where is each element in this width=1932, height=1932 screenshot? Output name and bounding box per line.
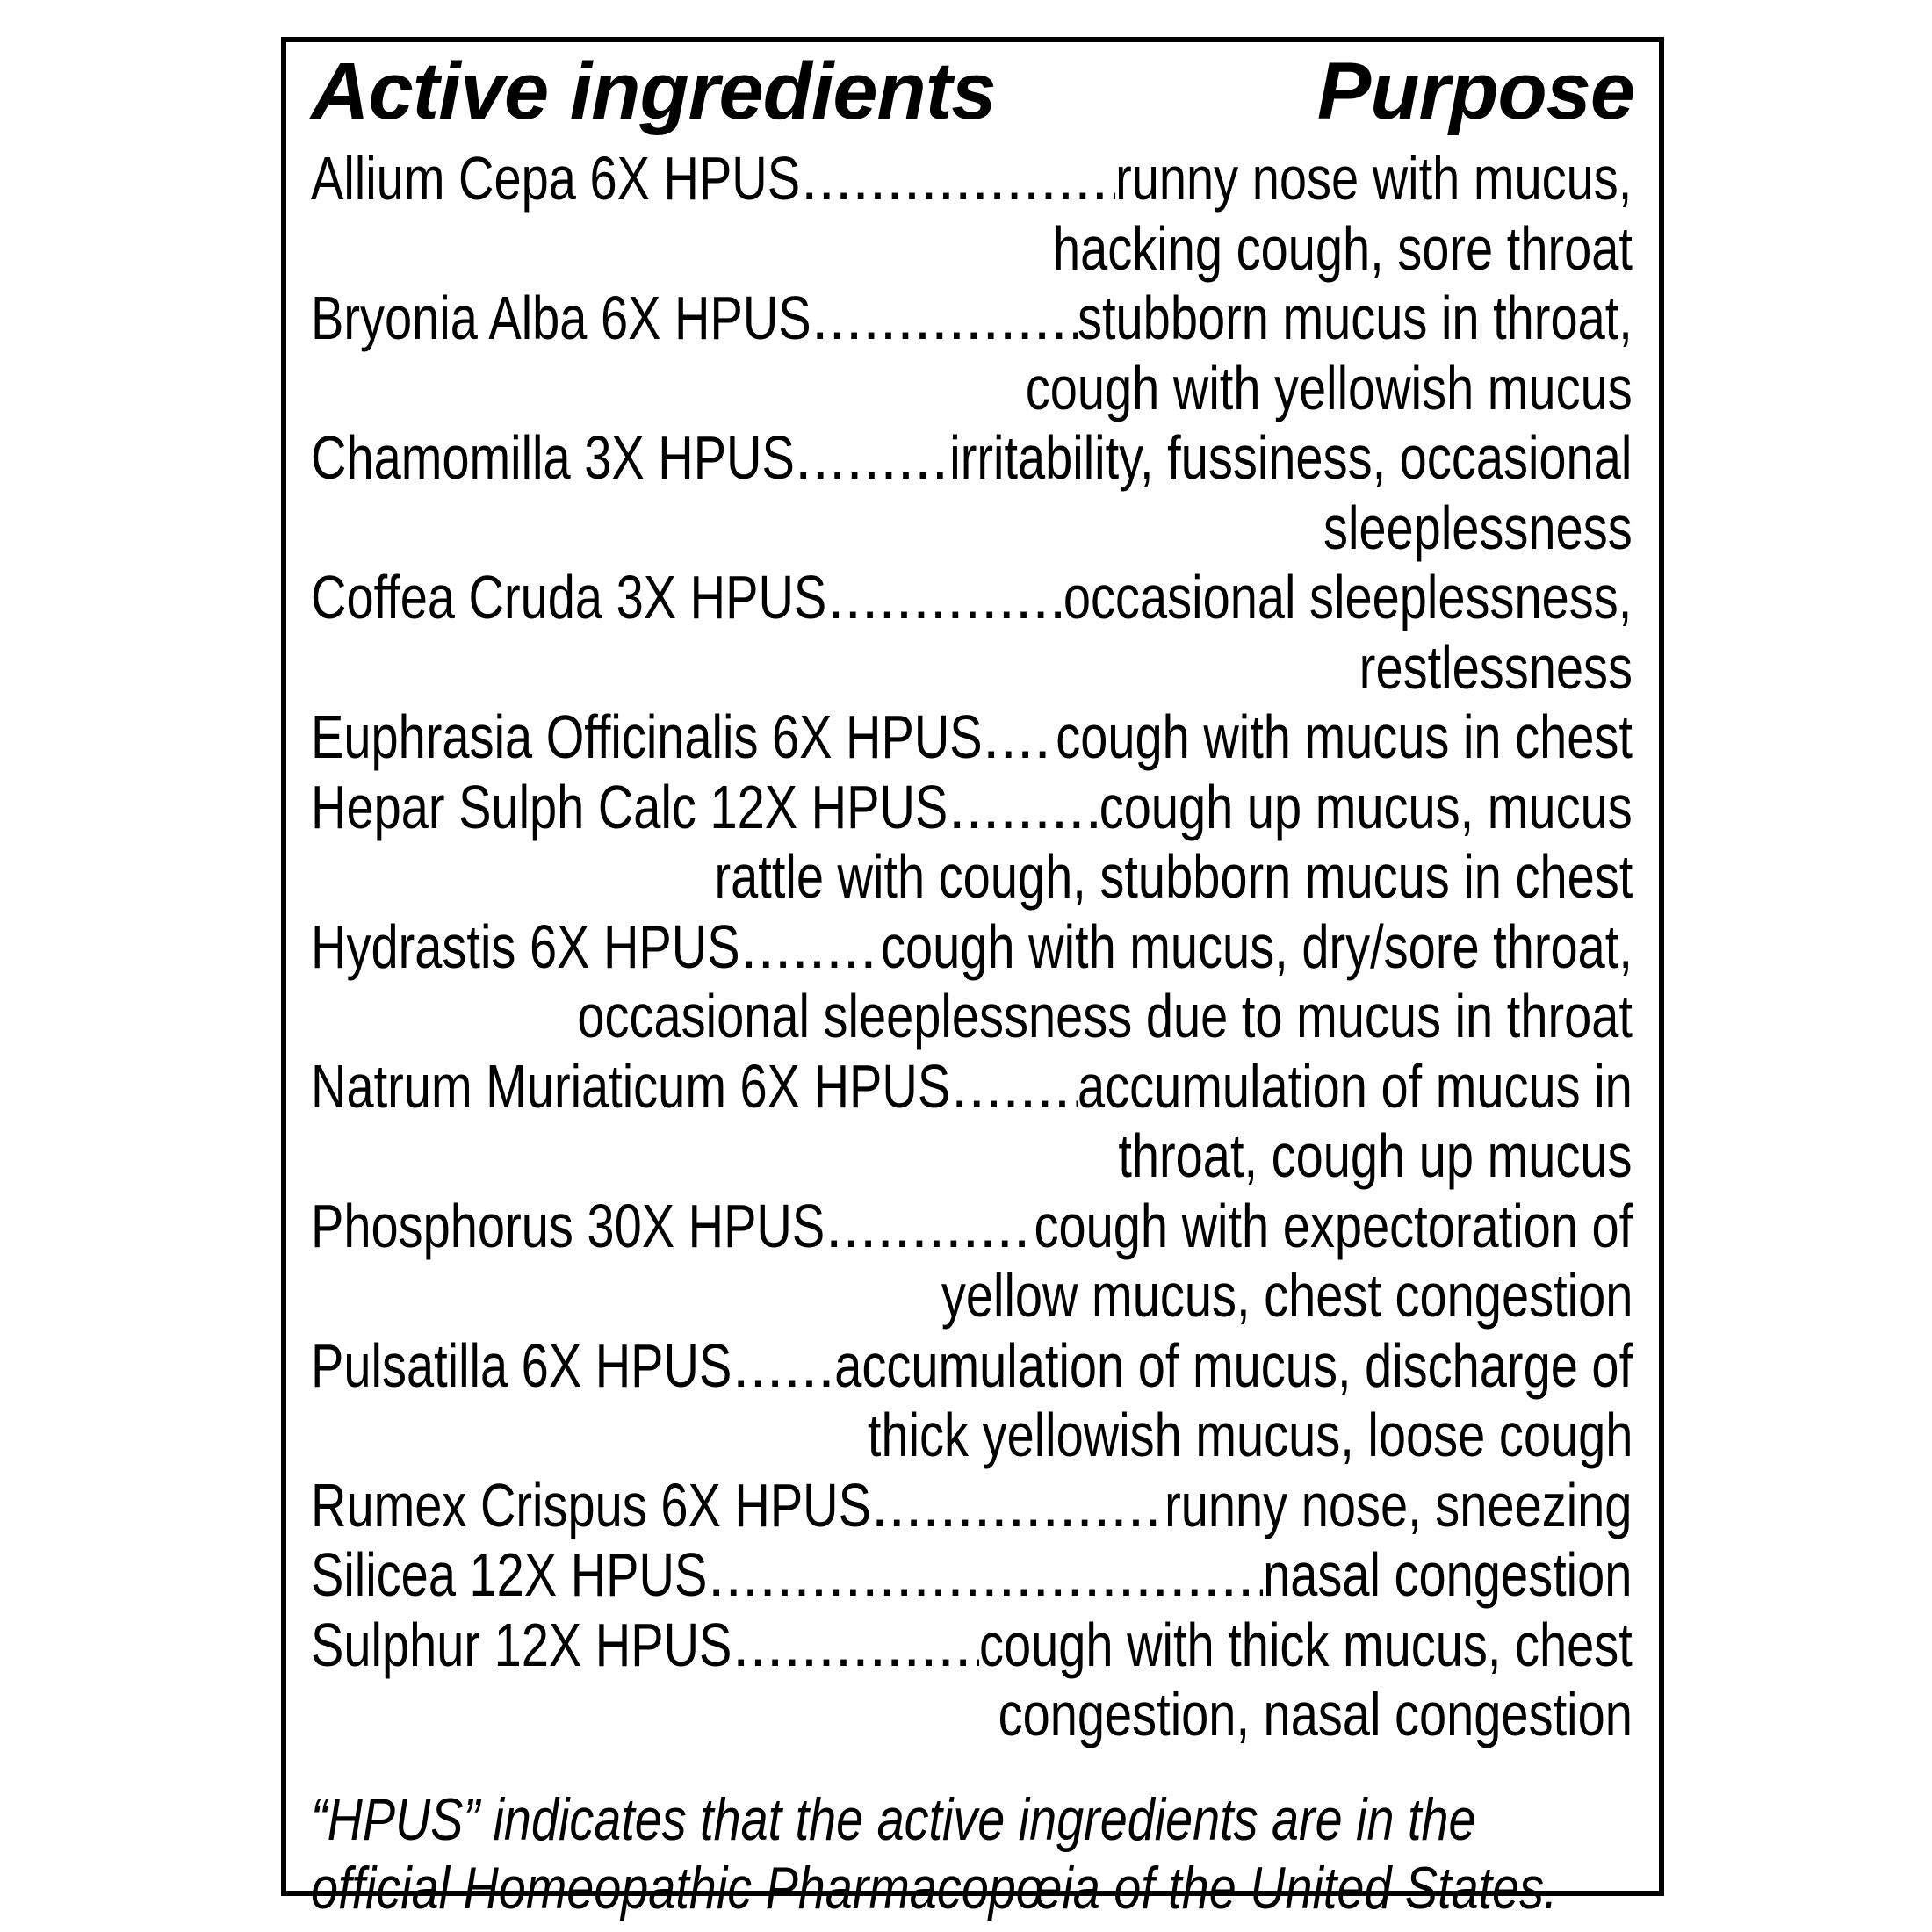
purpose-text [949, 423, 1633, 494]
purpose-text [1115, 144, 1633, 214]
leader-dots [740, 912, 881, 983]
ingredient-text: Natrum Muriaticum 6X HPUS [311, 1051, 951, 1121]
leader-dots [811, 284, 1078, 354]
purpose-text [1078, 1052, 1633, 1122]
ingredient-text: Hepar Sulph Calc 12X HPUS [311, 772, 948, 841]
purpose-line: throat, cough up mucus [1118, 1121, 1633, 1190]
purpose-line: runny nose, sneezing [1164, 1470, 1633, 1539]
purpose-line: restlessness [1359, 632, 1633, 702]
purpose-line: occasional sleeplessness due to mucus in throat [577, 982, 1633, 1050]
leader-dots [827, 563, 1063, 633]
drug-facts-panel [281, 37, 1664, 1921]
ingredient-row [311, 144, 1633, 214]
header-active-ingredients: Active ingredients [311, 47, 996, 136]
header-purpose: Purpose [1316, 47, 1634, 136]
ingredient-name [311, 703, 983, 773]
purpose-continuation-row [311, 214, 1633, 285]
purpose-line: accumulation of mucus in [1077, 1051, 1633, 1121]
footnote-line-1: “HPUS” indicates that the active ingredients are in the [311, 1786, 1476, 1853]
purpose-line: yellow mucus, chest congestion [941, 1261, 1633, 1330]
purpose-line: hacking cough, sore throat [1053, 213, 1633, 283]
footnote-line-2: official Homeopathic Pharmacopœia of the United States. [311, 1855, 1558, 1921]
purpose-continuation-row [311, 982, 1633, 1052]
leader-dots [825, 1192, 1034, 1262]
ingredient-row [311, 1471, 1633, 1541]
ingredient-text: Bryonia Alba 6X HPUS [311, 284, 811, 352]
ingredient-row [311, 1052, 1633, 1122]
ingredient-row [311, 284, 1633, 354]
ingredient-row [311, 1540, 1633, 1611]
ingredient-name [311, 1471, 871, 1541]
ingredient-row [311, 1192, 1633, 1262]
ingredient-text: Pulsatilla 6X HPUS [311, 1330, 732, 1400]
ingredient-row [311, 912, 1633, 983]
purpose-line: congestion, nasal congestion [998, 1680, 1633, 1748]
hpus-footnote [311, 1785, 1633, 1922]
purpose-continuation-row [311, 1401, 1633, 1471]
leader-dots [871, 1471, 1164, 1541]
ingredient-text: Sulphur 12X HPUS [311, 1610, 732, 1679]
leader-dots [795, 423, 949, 494]
purpose-text [1034, 1192, 1633, 1262]
purpose-text [979, 1611, 1633, 1681]
ingredient-text: Chamomilla 3X HPUS [311, 423, 795, 492]
leader-dots [732, 1611, 979, 1681]
ingredient-name [311, 912, 740, 983]
leader-dots [951, 1052, 1078, 1122]
purpose-line: cough with mucus, dry/sore throat, [880, 912, 1633, 981]
purpose-line: accumulation of mucus, discharge of [834, 1330, 1633, 1400]
ingredient-name [311, 563, 827, 633]
ingredient-name [311, 1192, 825, 1262]
purpose-continuation-row [311, 1121, 1633, 1192]
leader-dots [983, 703, 1056, 773]
ingredient-text: Coffea Cruda 3X HPUS [311, 563, 827, 631]
ingredient-row [311, 703, 1633, 773]
ingredient-row [311, 1331, 1633, 1402]
ingredient-list [311, 144, 1633, 1750]
ingredient-row [311, 1611, 1633, 1681]
purpose-line: nasal congestion [1263, 1540, 1633, 1609]
purpose-line: cough up mucus, mucus [1099, 772, 1633, 841]
purpose-text [1164, 1471, 1633, 1541]
purpose-continuation-row [311, 1261, 1633, 1331]
ingredient-text: Allium Cepa 6X HPUS [311, 144, 801, 213]
purpose-line: cough with mucus in chest [1055, 703, 1633, 771]
purpose-text [1263, 1540, 1633, 1611]
purpose-continuation-row [311, 1680, 1633, 1750]
purpose-text [1063, 563, 1633, 633]
ingredient-row [311, 423, 1633, 494]
purpose-line: runny nose with mucus, [1115, 144, 1633, 213]
ingredient-text: Silicea 12X HPUS [311, 1540, 708, 1609]
purpose-continuation-row [311, 494, 1633, 564]
purpose-text [834, 1331, 1633, 1402]
purpose-line: sleeplessness [1323, 493, 1633, 562]
purpose-line: occasional sleeplessness, [1063, 563, 1633, 631]
purpose-line: cough with thick mucus, chest [978, 1610, 1633, 1679]
purpose-line: thick yellowish mucus, loose cough [867, 1401, 1633, 1469]
ingredient-name [311, 284, 811, 354]
leader-dots [948, 773, 1099, 843]
purpose-text [881, 912, 1633, 983]
ingredient-name [311, 423, 795, 494]
purpose-continuation-row [311, 842, 1633, 912]
ingredient-name [311, 1611, 732, 1681]
purpose-text [1056, 703, 1633, 773]
ingredient-name [311, 144, 801, 214]
purpose-text [1078, 284, 1633, 354]
ingredient-text: Hydrastis 6X HPUS [311, 912, 740, 981]
ingredient-name [311, 1052, 951, 1122]
purpose-continuation-row [311, 354, 1633, 424]
section-header [311, 47, 1634, 135]
purpose-line: cough with expectoration of [1034, 1191, 1633, 1260]
purpose-line: rattle with cough, stubborn mucus in chest [714, 842, 1633, 911]
ingredient-name [311, 1540, 708, 1611]
purpose-text [1099, 773, 1633, 843]
ingredient-text: Rumex Crispus 6X HPUS [311, 1470, 871, 1539]
ingredient-row [311, 773, 1633, 843]
purpose-line: irritability, fussiness, occasional [949, 423, 1633, 492]
ingredient-name [311, 1331, 732, 1402]
ingredient-text: Euphrasia Officinalis 6X HPUS [311, 703, 983, 771]
leader-dots [732, 1331, 834, 1402]
purpose-continuation-row [311, 633, 1633, 703]
ingredient-row [311, 563, 1633, 633]
purpose-line: stubborn mucus in throat, [1077, 284, 1633, 352]
leader-dots [801, 144, 1115, 214]
ingredient-text: Phosphorus 30X HPUS [311, 1191, 825, 1260]
ingredient-name [311, 773, 948, 843]
purpose-line: cough with yellowish mucus [1026, 353, 1633, 422]
leader-dots [708, 1540, 1263, 1611]
